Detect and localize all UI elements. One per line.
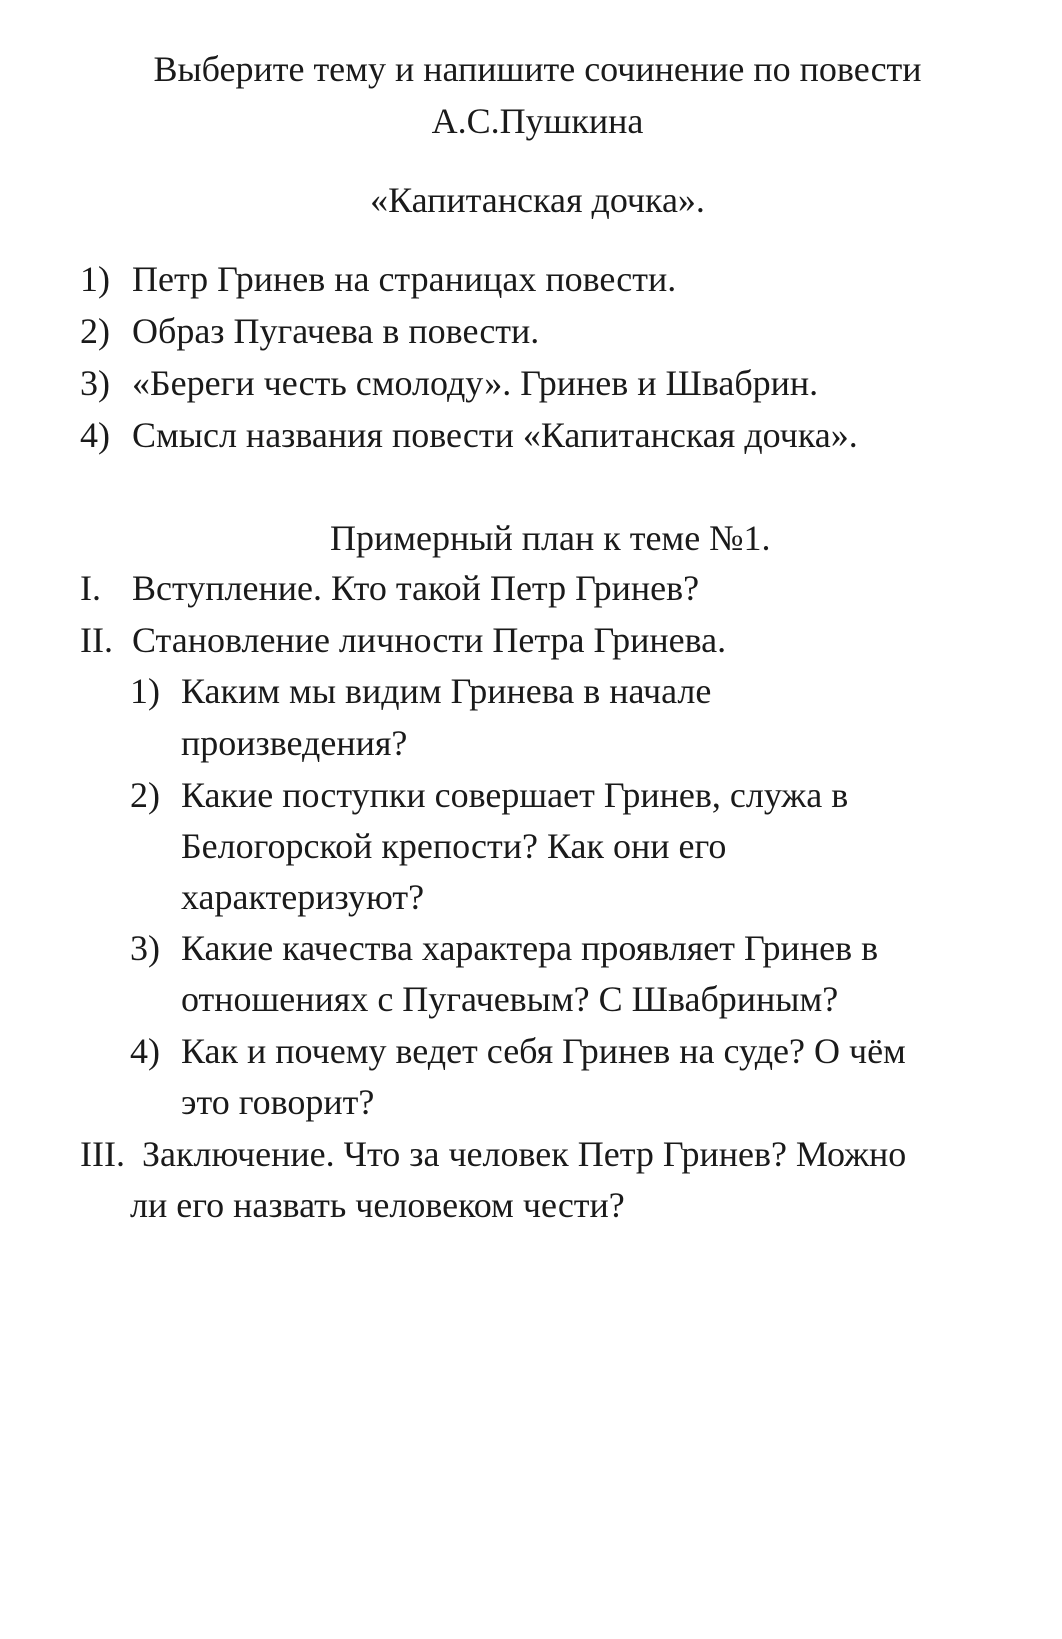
list-item-text: Какие поступки совершает Гринев, служа в (181, 775, 849, 815)
list-item-number: 4) (80, 415, 110, 455)
list-item-text: Какие качества характера проявляет Гринев в (181, 928, 879, 968)
list-item-text: Петр Гринев на страницах повести. (132, 259, 677, 299)
title-line-2: А.С.Пушкина (431, 101, 644, 141)
section-text: Заключение. Что за человек Петр Гринев? Можно (142, 1134, 907, 1174)
section-text: Становление личности Петра Гринева. (132, 620, 727, 660)
roman-numeral: III. (80, 1134, 125, 1174)
list-item-text: «Береги честь смолоду». Гринев и Швабрин. (132, 363, 819, 403)
list-item-number: 2) (130, 775, 160, 815)
list-item-text: отношениях с Пугачевым? С Швабриным? (181, 979, 839, 1019)
roman-numeral: I. (80, 568, 101, 608)
list-item-text: Образ Пугачева в повести. (132, 311, 540, 351)
list-item-number: 3) (80, 363, 110, 403)
work-title: «Капитанская дочка». (370, 180, 705, 220)
list-item-text: Белогорской крепости? Как они его (181, 826, 727, 866)
list-item-number: 2) (80, 311, 110, 351)
list-item-text: характеризуют? (181, 877, 425, 917)
list-item-text: Каким мы видим Гринева в начале (181, 671, 712, 711)
list-item-text: произведения? (181, 723, 408, 763)
list-item-text: Смысл названия повести «Капитанская дочка». (132, 415, 858, 455)
plan-heading: Примерный план к теме №1. (330, 518, 771, 558)
section-text: Вступление. Кто такой Петр Гринев? (132, 568, 700, 608)
list-item-number: 1) (80, 259, 110, 299)
list-item-number: 3) (130, 928, 160, 968)
title-line-1: Выберите тему и напишите сочинение по повести (153, 49, 922, 89)
list-item-number: 1) (130, 671, 160, 711)
section-text: ли его назвать человеком чести? (130, 1185, 625, 1225)
list-item-number: 4) (130, 1031, 160, 1071)
roman-numeral: II. (80, 620, 113, 660)
list-item-text: это говорит? (181, 1082, 375, 1122)
list-item-text: Как и почему ведет себя Гринев на суде? О чём (181, 1031, 906, 1071)
